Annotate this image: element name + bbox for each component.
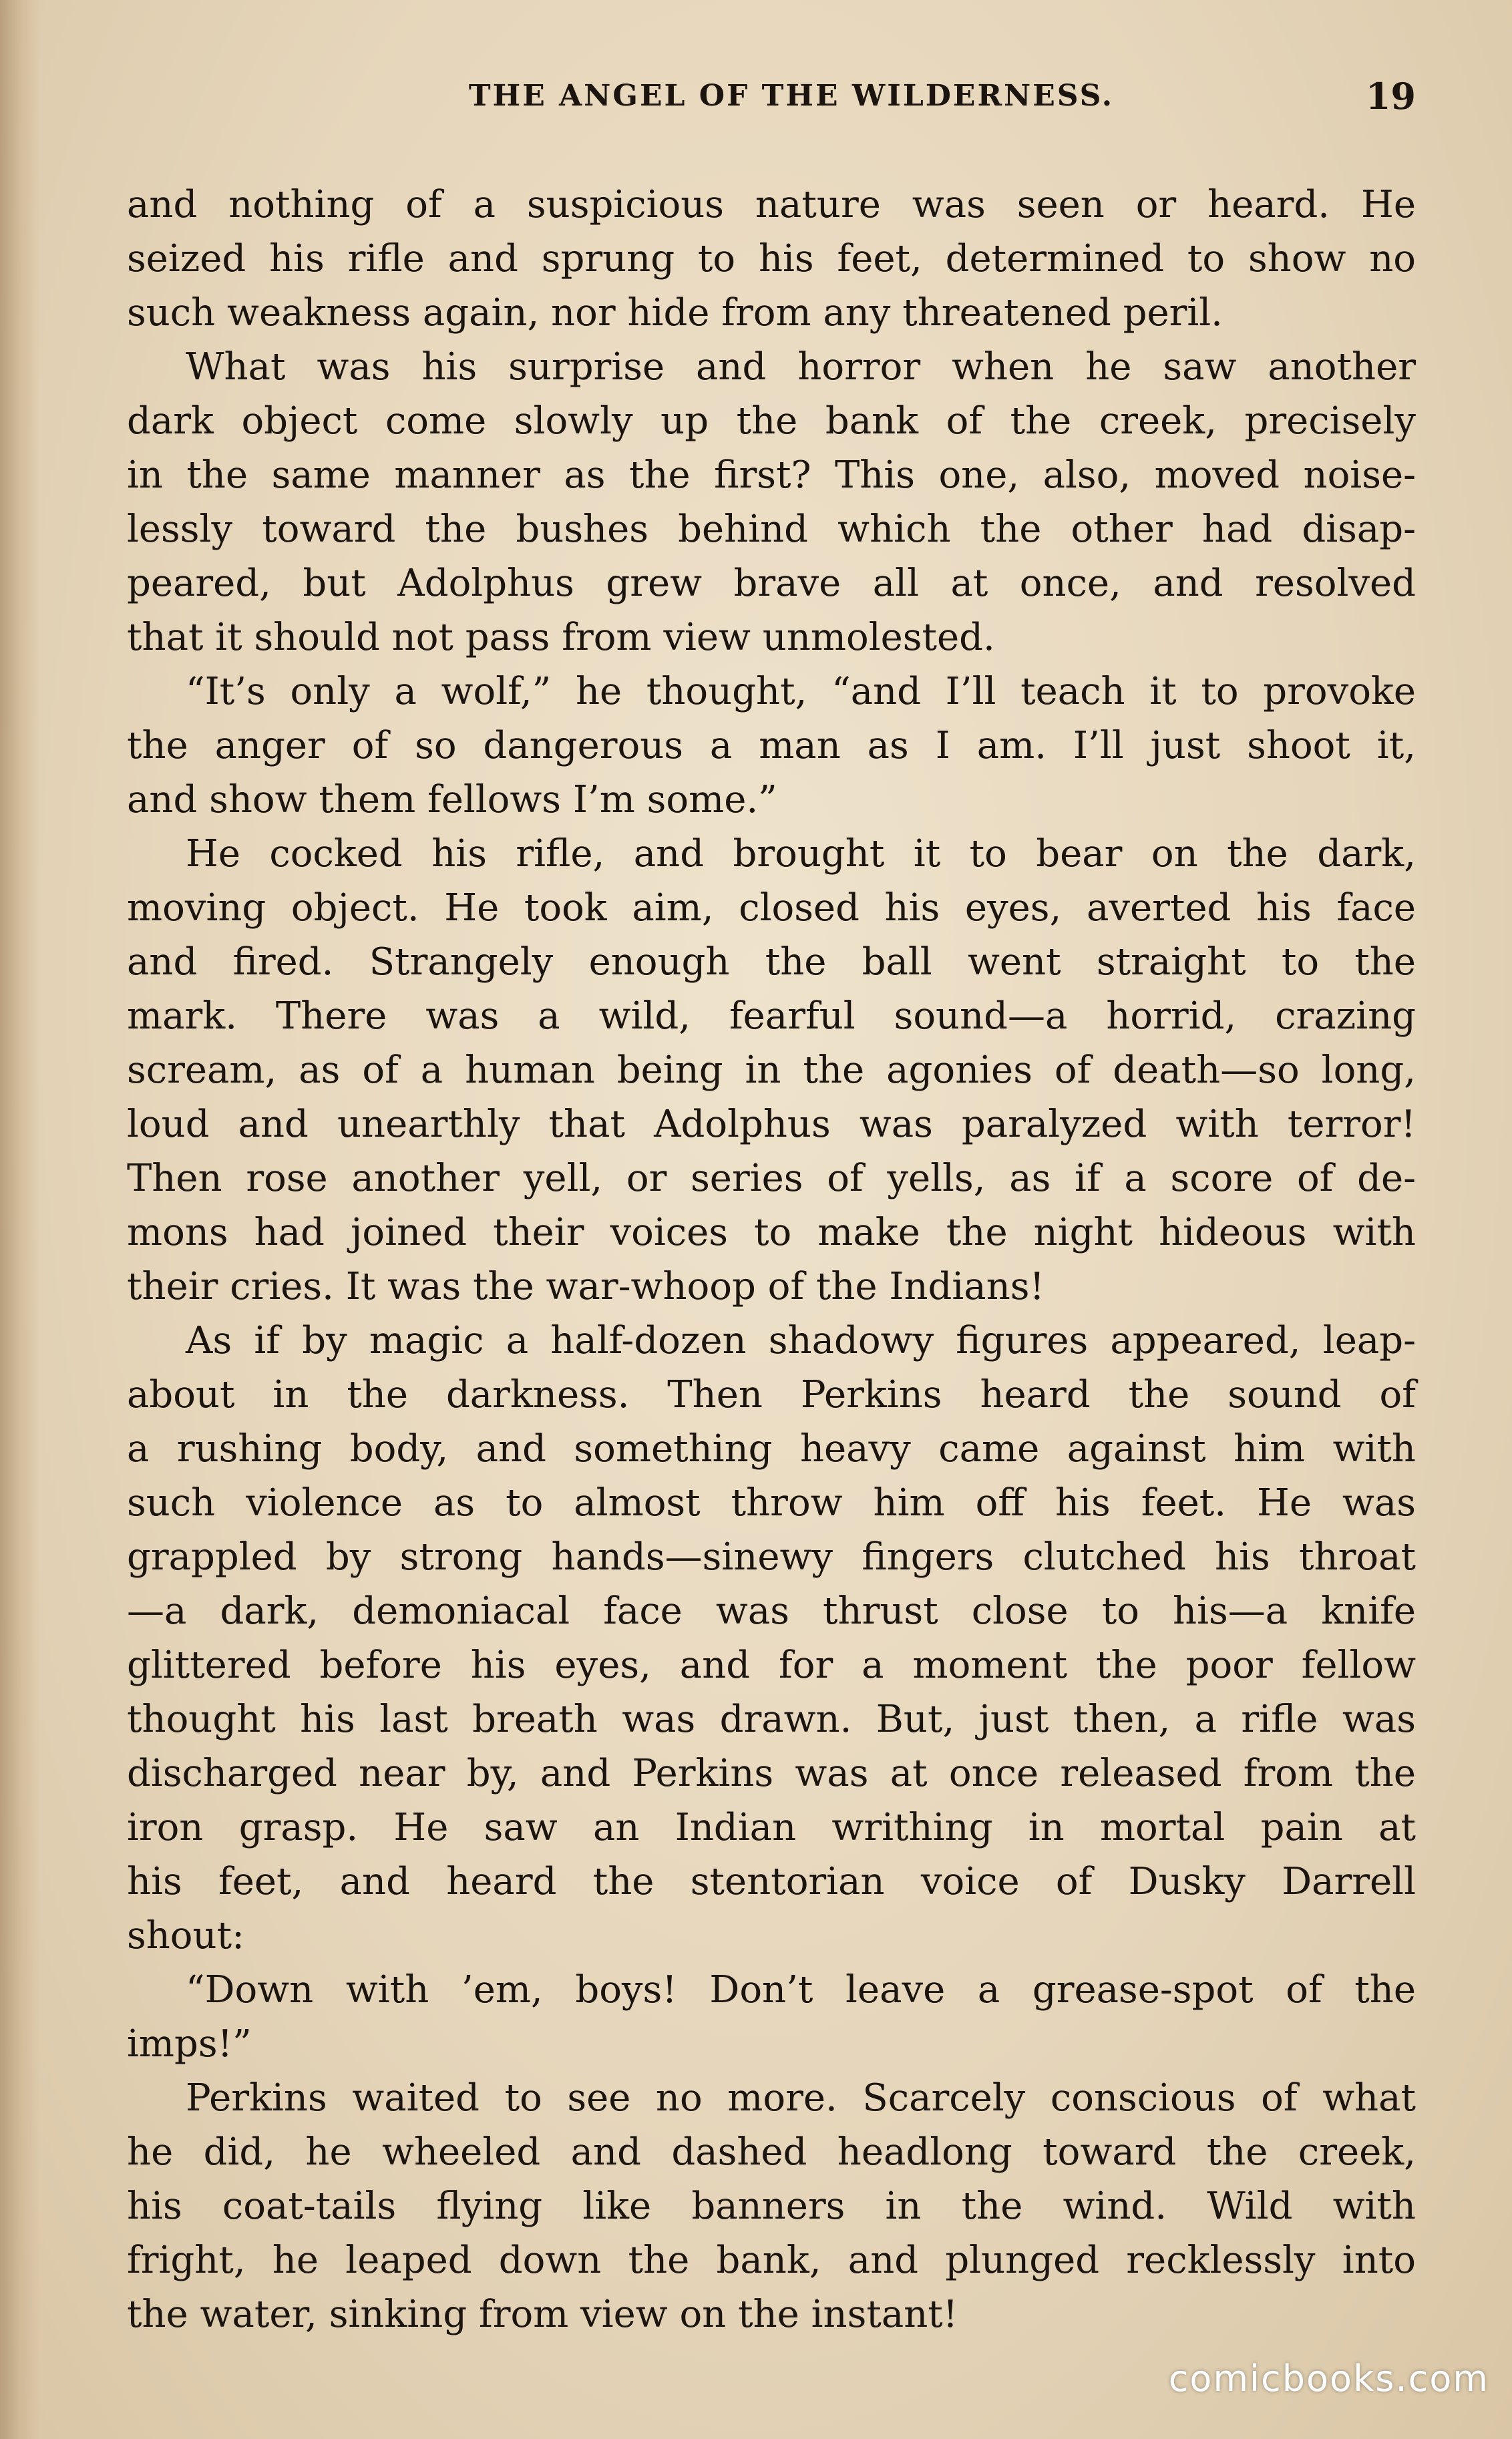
text-line: dark object come slowly up the bank of the creek, precisely [127, 399, 1416, 443]
text-line: imps!” [127, 2022, 252, 2066]
text-line: and nothing of a suspicious nature was seen or heard. He [127, 183, 1416, 226]
text-line: He cocked his rifle, and brought it to bear on the dark, [186, 832, 1416, 876]
text-line: shout: [127, 1914, 244, 1957]
text-line: and fired. Strangely enough the ball went straight to the [127, 940, 1416, 984]
text-line: scream, as of a human being in the agonies of death—so long, [127, 1049, 1416, 1092]
text-line: Perkins waited to see no more. Scarcely conscious of what [186, 2076, 1416, 2120]
text-line: thought his last breath was drawn. But, just then, a rifle was [127, 1698, 1416, 1741]
watermark: comicbooks.com [1168, 2358, 1489, 2400]
text-line: seized his rifle and sprung to his feet, determined to show no [127, 237, 1416, 280]
text-line: about in the darkness. Then Perkins heard the sound of [127, 1373, 1416, 1417]
text-line: he did, he wheeled and dashed headlong toward the creek, [127, 2130, 1416, 2174]
page-number: 19 [1365, 75, 1416, 118]
text-line: grappled by strong hands—sinewy fingers clutched his throat [127, 1535, 1416, 1579]
text-line: peared, but Adolphus grew brave all at once, and resolved [127, 562, 1416, 605]
text-line: As if by magic a half-dozen shadowy figures appeared, leap- [186, 1319, 1416, 1362]
text-line: Then rose another yell, or series of yells, as if a score of de- [127, 1157, 1416, 1200]
text-line: “It’s only a wolf,” he thought, “and I’ll teach it to provoke [186, 670, 1416, 713]
text-line: fright, he leaped down the bank, and plunged recklessly into [127, 2239, 1416, 2282]
text-line: glittered before his eyes, and for a moment the poor fellow [127, 1644, 1416, 1687]
text-line: “Down with ’em, boys! Don’t leave a grease-spot of the [186, 1968, 1416, 2012]
text-line: that it should not pass from view unmolested. [127, 616, 995, 659]
text-line: iron grasp. He saw an Indian writhing in mortal pain at [127, 1806, 1416, 1849]
text-line: discharged near by, and Perkins was at once released from the [127, 1752, 1416, 1795]
body-text [127, 178, 1416, 2341]
text-line: mark. There was a wild, fearful sound—a horrid, crazing [127, 994, 1416, 1038]
text-line: his feet, and heard the stentorian voice of Dusky Darrell [127, 1860, 1416, 1903]
text-line: moving object. He took aim, closed his eyes, averted his face [127, 886, 1416, 930]
text-line: —a dark, demoniacal face was thrust close to his—a knife [127, 1589, 1416, 1633]
text-line: and show them fellows I’m some.” [127, 778, 777, 821]
text-line: lessly toward the bushes behind which the other had disap- [127, 508, 1416, 551]
text-line: the water, sinking from view on the instant! [127, 2293, 958, 2336]
text-line: a rushing body, and something heavy came against him with [127, 1427, 1416, 1471]
text-line: What was his surprise and horror when he saw another [186, 345, 1416, 389]
text-line: his coat-tails flying like banners in the wind. Wild with [127, 2185, 1416, 2228]
text-line: in the same manner as the first? This one, also, moved noise- [127, 453, 1416, 497]
text-line: their cries. It was the war-whoop of the Indians! [127, 1265, 1045, 1308]
text-line: such weakness again, nor hide from any threatened peril. [127, 291, 1223, 335]
running-title: THE ANGEL OF THE WILDERNESS. [468, 79, 1115, 113]
text-line: mons had joined their voices to make the night hideous with [127, 1211, 1416, 1254]
page-edge-shadow [0, 0, 40, 2439]
text-line: the anger of so dangerous a man as I am. I’ll just shoot it, [127, 724, 1416, 767]
text-line: loud and unearthly that Adolphus was paralyzed with terror! [127, 1103, 1416, 1146]
text-line: such violence as to almost throw him off his feet. He was [127, 1481, 1416, 1525]
